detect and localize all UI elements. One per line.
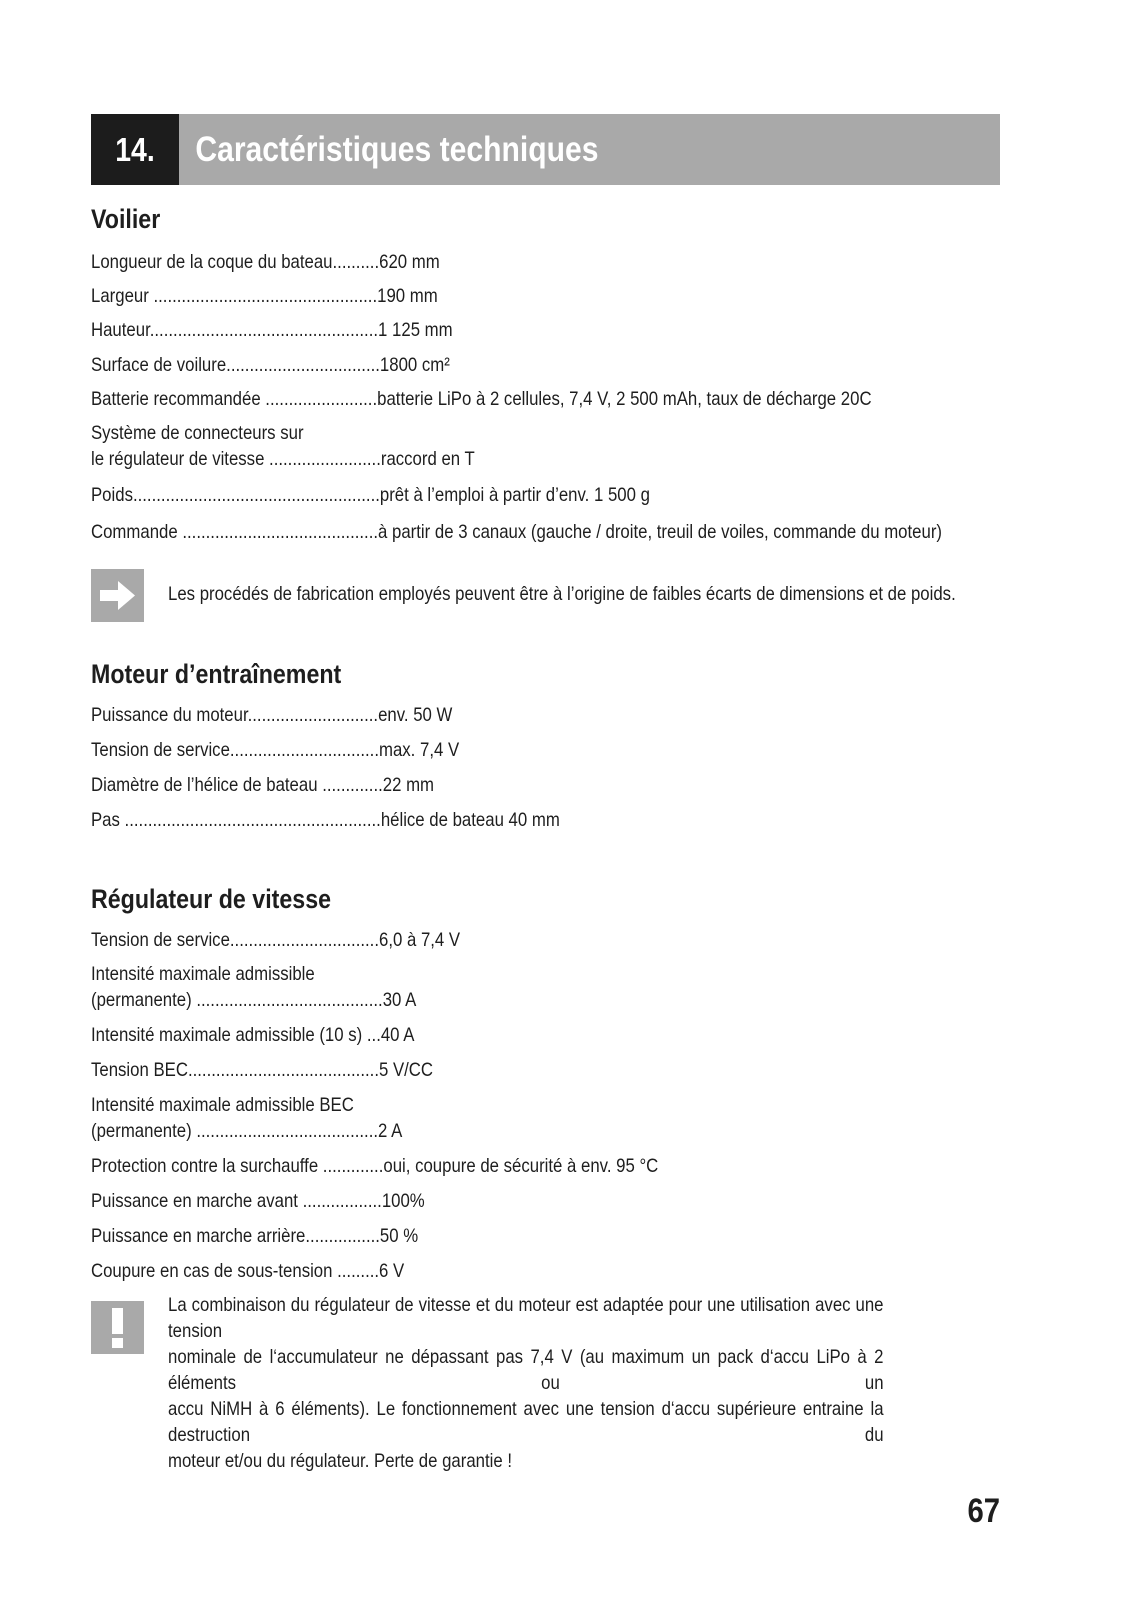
spec-value: prêt à l’emploi à partir d’env. 1 500 g <box>379 484 650 506</box>
spec-row <box>91 1223 418 1249</box>
spec-value: à partir de 3 canaux (gauche / droite, treuil de voiles, commande du moteur) <box>378 521 942 543</box>
warning-line: accu NiMH à 6 éléments). Le fonctionnement avec une tension d‘accu supérieure entraine la destruction du <box>168 1398 884 1446</box>
spec-value: 6,0 à 7,4 V <box>378 929 461 951</box>
spec-label: (permanente) ........................................ <box>91 989 383 1011</box>
arrow-right-icon <box>91 569 144 622</box>
spec-row <box>91 987 416 1013</box>
spec-value: raccord en T <box>380 448 475 470</box>
spec-value: 40 A <box>380 1024 415 1046</box>
spec-row <box>91 807 560 833</box>
spec-value: 22 mm <box>382 774 435 796</box>
spec-label: Puissance en marche avant ................. <box>91 1190 382 1212</box>
spec-value: 190 mm <box>377 285 438 307</box>
spec-value: 1800 cm² <box>379 354 450 376</box>
spec-row <box>91 1118 402 1144</box>
spec-value: 100% <box>381 1190 425 1212</box>
spec-value: max. 7,4 V <box>378 739 460 761</box>
spec-label: Puissance en marche arrière................ <box>91 1225 380 1247</box>
spec-label: Tension BEC......................................... <box>91 1059 379 1081</box>
spec-label: Longueur de la coque du bateau.......... <box>91 251 380 273</box>
spec-label: Tension de service................................ <box>91 929 379 951</box>
exclamation-icon <box>91 1301 144 1354</box>
spec-label-line1: Système de connecteurs sur <box>91 422 304 444</box>
spec-label: Intensité maximale admissible (10 s) ... <box>91 1024 381 1046</box>
spec-label: Puissance du moteur............................ <box>91 704 379 726</box>
chapter-title-box <box>179 114 1000 185</box>
spec-row <box>91 1188 425 1214</box>
chapter-title: Caractéristiques techniques <box>195 130 599 169</box>
spec-label: Diamètre de l’hélice de bateau ............. <box>91 774 383 796</box>
spec-row <box>91 446 475 472</box>
warning-line: La combinaison du régulateur de vitesse et du moteur est adaptée pour une utilisation avec une tension <box>168 1294 884 1342</box>
spec-row <box>91 1258 404 1284</box>
spec-label-line1: Intensité maximale admissible BEC <box>91 1094 354 1116</box>
spec-label: Surface de voilure................................. <box>91 354 380 376</box>
section-title-moteur: Moteur d’entraînement <box>91 659 342 689</box>
chapter-header <box>91 114 1000 185</box>
spec-label: Pas ....................................................... <box>91 809 381 831</box>
spec-value: 30 A <box>382 989 417 1011</box>
spec-label: Largeur ................................................ <box>91 285 378 307</box>
spec-row <box>91 1057 433 1083</box>
spec-row <box>91 1153 658 1179</box>
spec-value: hélice de bateau 40 mm <box>380 809 560 831</box>
spec-label: Protection contre la surchauffe ............. <box>91 1155 384 1177</box>
spec-label-line1: Intensité maximale admissible <box>91 963 315 985</box>
spec-row <box>91 772 434 798</box>
spec-row <box>91 352 450 378</box>
spec-row <box>91 702 452 728</box>
section-title-regulateur: Régulateur de vitesse <box>91 884 332 914</box>
spec-label: le régulateur de vitesse ........................ <box>91 448 381 470</box>
spec-label: Batterie recommandée ........................ <box>91 388 378 410</box>
spec-row <box>91 927 460 953</box>
spec-label: Hauteur................................................. <box>91 319 379 341</box>
spec-value: 2 A <box>378 1120 403 1142</box>
spec-label: Tension de service................................ <box>91 739 379 761</box>
warning-text <box>168 1292 1000 1474</box>
spec-value: 620 mm <box>379 251 440 273</box>
note-text: Les procédés de fabrication employés peuvent être à l’origine de faibles écarts de dimensions et de poids. <box>168 583 956 605</box>
page-number: 67 <box>967 1492 1000 1530</box>
spec-value: 5 V/CC <box>378 1059 434 1081</box>
spec-label: Poids..................................................... <box>91 484 380 506</box>
spec-value: env. 50 W <box>378 704 453 726</box>
section-title-voilier: Voilier <box>91 204 161 234</box>
spec-label: Coupure en cas de sous-tension ......... <box>91 1260 380 1282</box>
spec-row <box>91 317 453 343</box>
spec-row <box>91 386 872 412</box>
spec-label: (permanente) ....................................... <box>91 1120 379 1142</box>
spec-value: batterie LiPo à 2 cellules, 7,4 V, 2 500 mAh, taux de décharge 20C <box>377 388 872 410</box>
spec-row <box>91 519 942 545</box>
chapter-number-box <box>91 114 179 185</box>
spec-value: 50 % <box>379 1225 419 1247</box>
spec-row <box>91 482 650 508</box>
spec-row <box>91 737 459 763</box>
warning-line: nominale de l‘accumulateur ne dépassant pas 7,4 V (au maximum un pack d‘accu LiPo à 2 éléments ou un <box>168 1346 884 1394</box>
spec-label: Commande .......................................... <box>91 521 379 543</box>
spec-row <box>91 249 440 275</box>
spec-value: 1 125 mm <box>378 319 453 341</box>
spec-value: oui, coupure de sécurité à env. 95 °C <box>383 1155 659 1177</box>
spec-row <box>91 1022 414 1048</box>
spec-value: 6 V <box>379 1260 405 1282</box>
spec-row <box>91 283 438 309</box>
chapter-number: 14. <box>97 114 173 185</box>
warning-line: moteur et/ou du régulateur. Perte de garantie ! <box>168 1450 513 1472</box>
